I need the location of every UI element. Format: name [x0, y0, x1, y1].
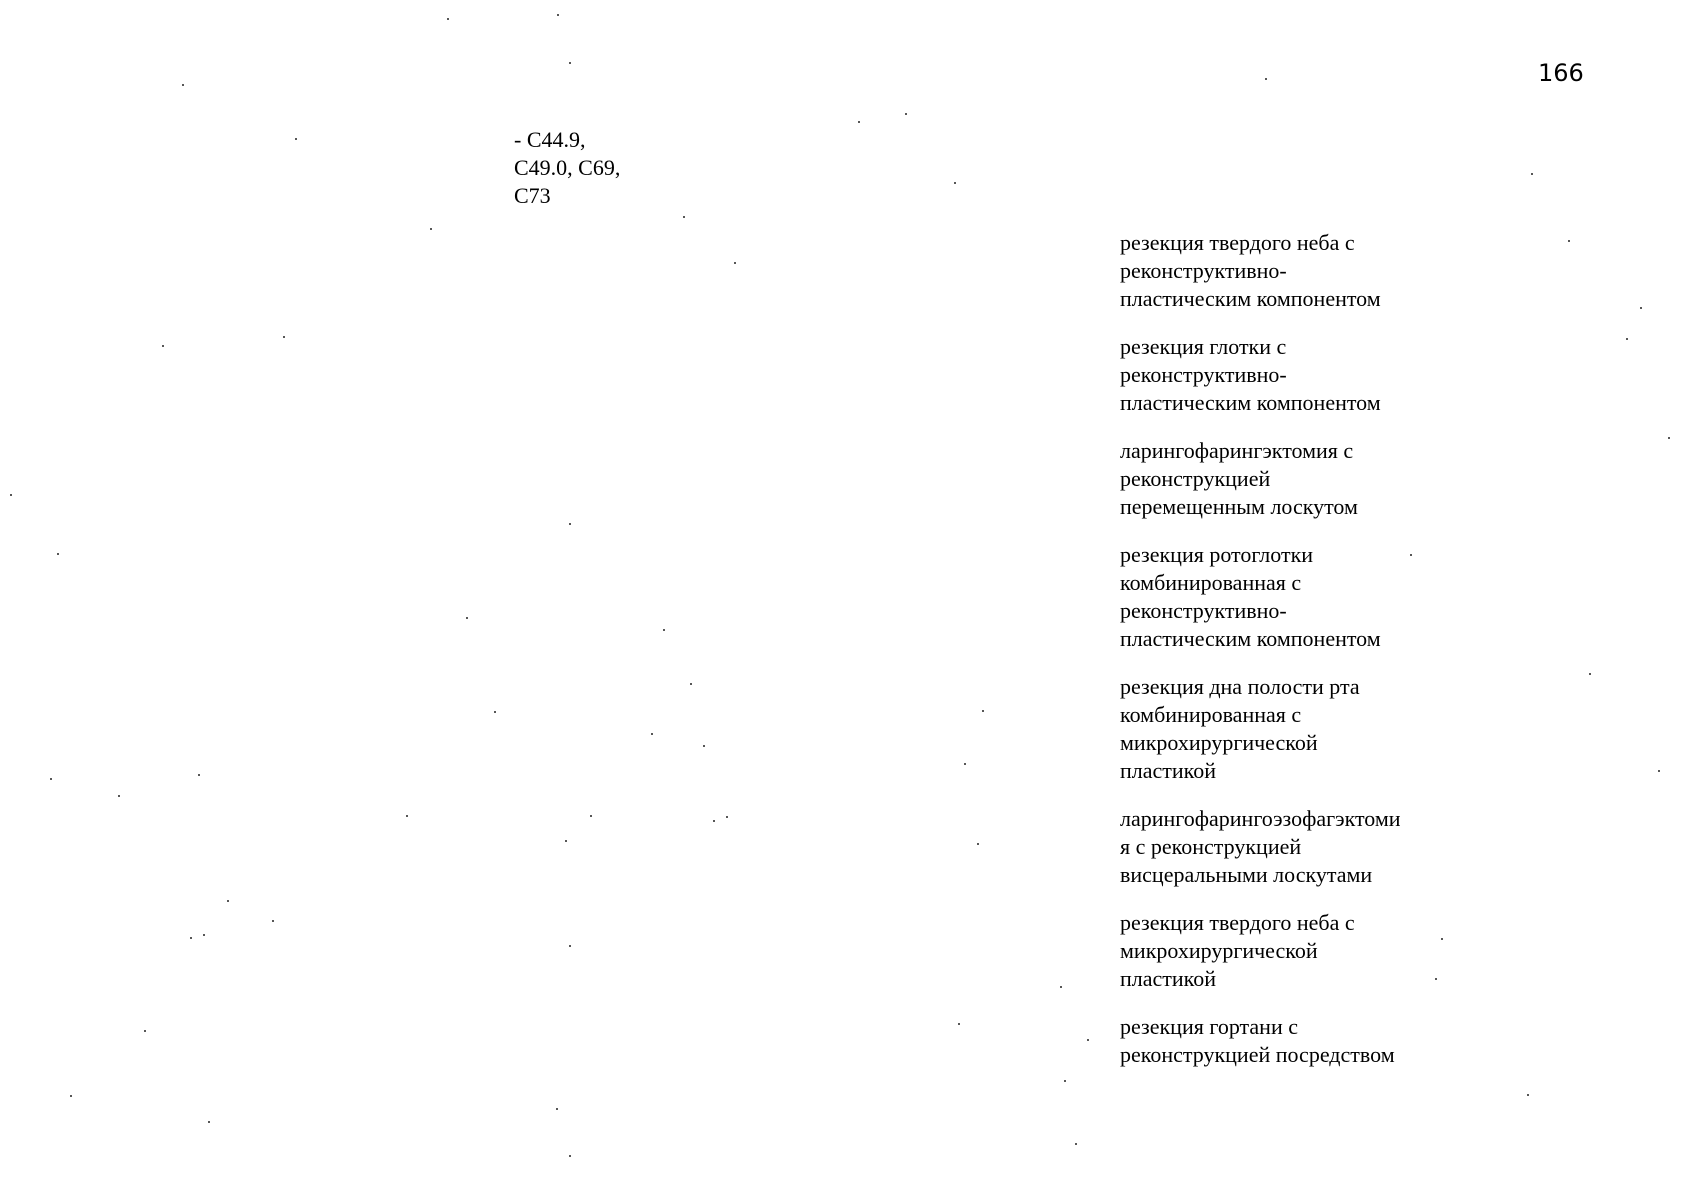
- procedure-item: [1120, 1013, 1450, 1069]
- scan-speck: [569, 945, 571, 947]
- scan-speck: [1410, 554, 1412, 556]
- scan-speck: [557, 14, 559, 16]
- procedure-line: ларингофарингэктомия с: [1120, 438, 1354, 463]
- scan-speck: [982, 710, 984, 712]
- scan-speck: [905, 113, 907, 115]
- procedure-line: ларингофарингоэзофагэктоми: [1120, 806, 1401, 831]
- scan-speck: [958, 1023, 960, 1025]
- scan-speck: [651, 733, 653, 735]
- procedure-item: [1120, 673, 1450, 785]
- scan-speck: [726, 816, 728, 818]
- scan-speck: [703, 745, 705, 747]
- scan-speck: [182, 84, 184, 86]
- scan-speck: [57, 553, 59, 555]
- procedure-line: резекция гортани с: [1120, 1014, 1298, 1039]
- scan-speck: [70, 1095, 72, 1097]
- procedure-line: резекция твердого неба с: [1120, 910, 1355, 935]
- diagnosis-codes: [514, 126, 620, 210]
- procedure-line: пластическим компонентом: [1120, 626, 1381, 651]
- scan-speck: [590, 815, 592, 817]
- scan-speck: [190, 937, 192, 939]
- procedure-line: резекция дна полости рта: [1120, 674, 1360, 699]
- scan-speck: [227, 900, 229, 902]
- scan-speck: [406, 815, 408, 817]
- scan-speck: [1265, 78, 1267, 80]
- scan-speck: [690, 683, 692, 685]
- scan-speck: [565, 840, 567, 842]
- scan-speck: [1060, 986, 1062, 988]
- scan-speck: [144, 1030, 146, 1032]
- codes-line: - C44.9,: [514, 127, 586, 152]
- procedure-line: комбинированная с: [1120, 702, 1302, 727]
- scan-speck: [208, 1121, 210, 1123]
- scan-speck: [1441, 938, 1443, 940]
- scan-speck: [1589, 673, 1591, 675]
- scan-speck: [569, 62, 571, 64]
- procedure-line: реконструктивно-: [1120, 258, 1287, 283]
- codes-line: C49.0, C69,: [514, 155, 621, 180]
- codes-line: C73: [514, 183, 551, 208]
- procedure-line: резекция твердого неба с: [1120, 230, 1355, 255]
- scan-speck: [203, 934, 205, 936]
- procedure-item: [1120, 909, 1450, 993]
- procedure-item: [1120, 333, 1450, 417]
- scan-speck: [494, 711, 496, 713]
- scan-speck: [569, 1155, 571, 1157]
- scan-speck: [1531, 173, 1533, 175]
- procedure-item: [1120, 541, 1450, 653]
- scan-speck: [977, 843, 979, 845]
- procedure-list: [1120, 229, 1450, 1089]
- page-number: 166: [1538, 59, 1584, 87]
- scan-speck: [1064, 1080, 1066, 1082]
- scan-speck: [1668, 437, 1670, 439]
- procedure-line: микрохирургической: [1120, 730, 1318, 755]
- scan-speck: [162, 345, 164, 347]
- procedure-line: комбинированная с: [1120, 570, 1302, 595]
- procedure-line: реконструкцией: [1120, 466, 1271, 491]
- scan-speck: [1087, 1039, 1089, 1041]
- scan-speck: [118, 795, 120, 797]
- scan-speck: [1435, 978, 1437, 980]
- scan-speck: [198, 774, 200, 776]
- procedure-item: [1120, 805, 1450, 889]
- scan-speck: [713, 820, 715, 822]
- procedure-item: [1120, 229, 1450, 313]
- scan-speck: [569, 523, 571, 525]
- scan-speck: [1640, 307, 1642, 309]
- procedure-item: [1120, 437, 1450, 521]
- procedure-line: реконструктивно-: [1120, 362, 1287, 387]
- procedure-line: висцеральными лоскутами: [1120, 862, 1373, 887]
- scan-speck: [272, 920, 274, 922]
- procedure-line: пластикой: [1120, 758, 1217, 783]
- scan-speck: [734, 262, 736, 264]
- scan-speck: [10, 494, 12, 496]
- scan-speck: [295, 138, 297, 140]
- scan-speck: [1658, 770, 1660, 772]
- procedure-line: реконструктивно-: [1120, 598, 1287, 623]
- procedure-line: пластическим компонентом: [1120, 286, 1381, 311]
- scan-speck: [858, 121, 860, 123]
- procedure-line: я с реконструкцией: [1120, 834, 1302, 859]
- procedure-line: пластикой: [1120, 966, 1217, 991]
- procedure-line: резекция ротоглотки: [1120, 542, 1314, 567]
- scan-speck: [447, 18, 449, 20]
- procedure-line: реконструкцией посредством: [1120, 1042, 1395, 1067]
- scan-speck: [954, 182, 956, 184]
- procedure-line: пластическим компонентом: [1120, 390, 1381, 415]
- scan-speck: [50, 778, 52, 780]
- scan-speck: [283, 336, 285, 338]
- scan-speck: [964, 763, 966, 765]
- scan-speck: [466, 617, 468, 619]
- scan-speck: [1527, 1094, 1529, 1096]
- scan-speck: [683, 216, 685, 218]
- procedure-line: резекция глотки с: [1120, 334, 1287, 359]
- scan-speck: [430, 228, 432, 230]
- scan-speck: [1568, 240, 1570, 242]
- scan-speck: [1075, 1143, 1077, 1145]
- scan-speck: [1626, 338, 1628, 340]
- scan-speck: [663, 629, 665, 631]
- scan-speck: [556, 1108, 558, 1110]
- procedure-line: микрохирургической: [1120, 938, 1318, 963]
- procedure-line: перемещенным лоскутом: [1120, 494, 1358, 519]
